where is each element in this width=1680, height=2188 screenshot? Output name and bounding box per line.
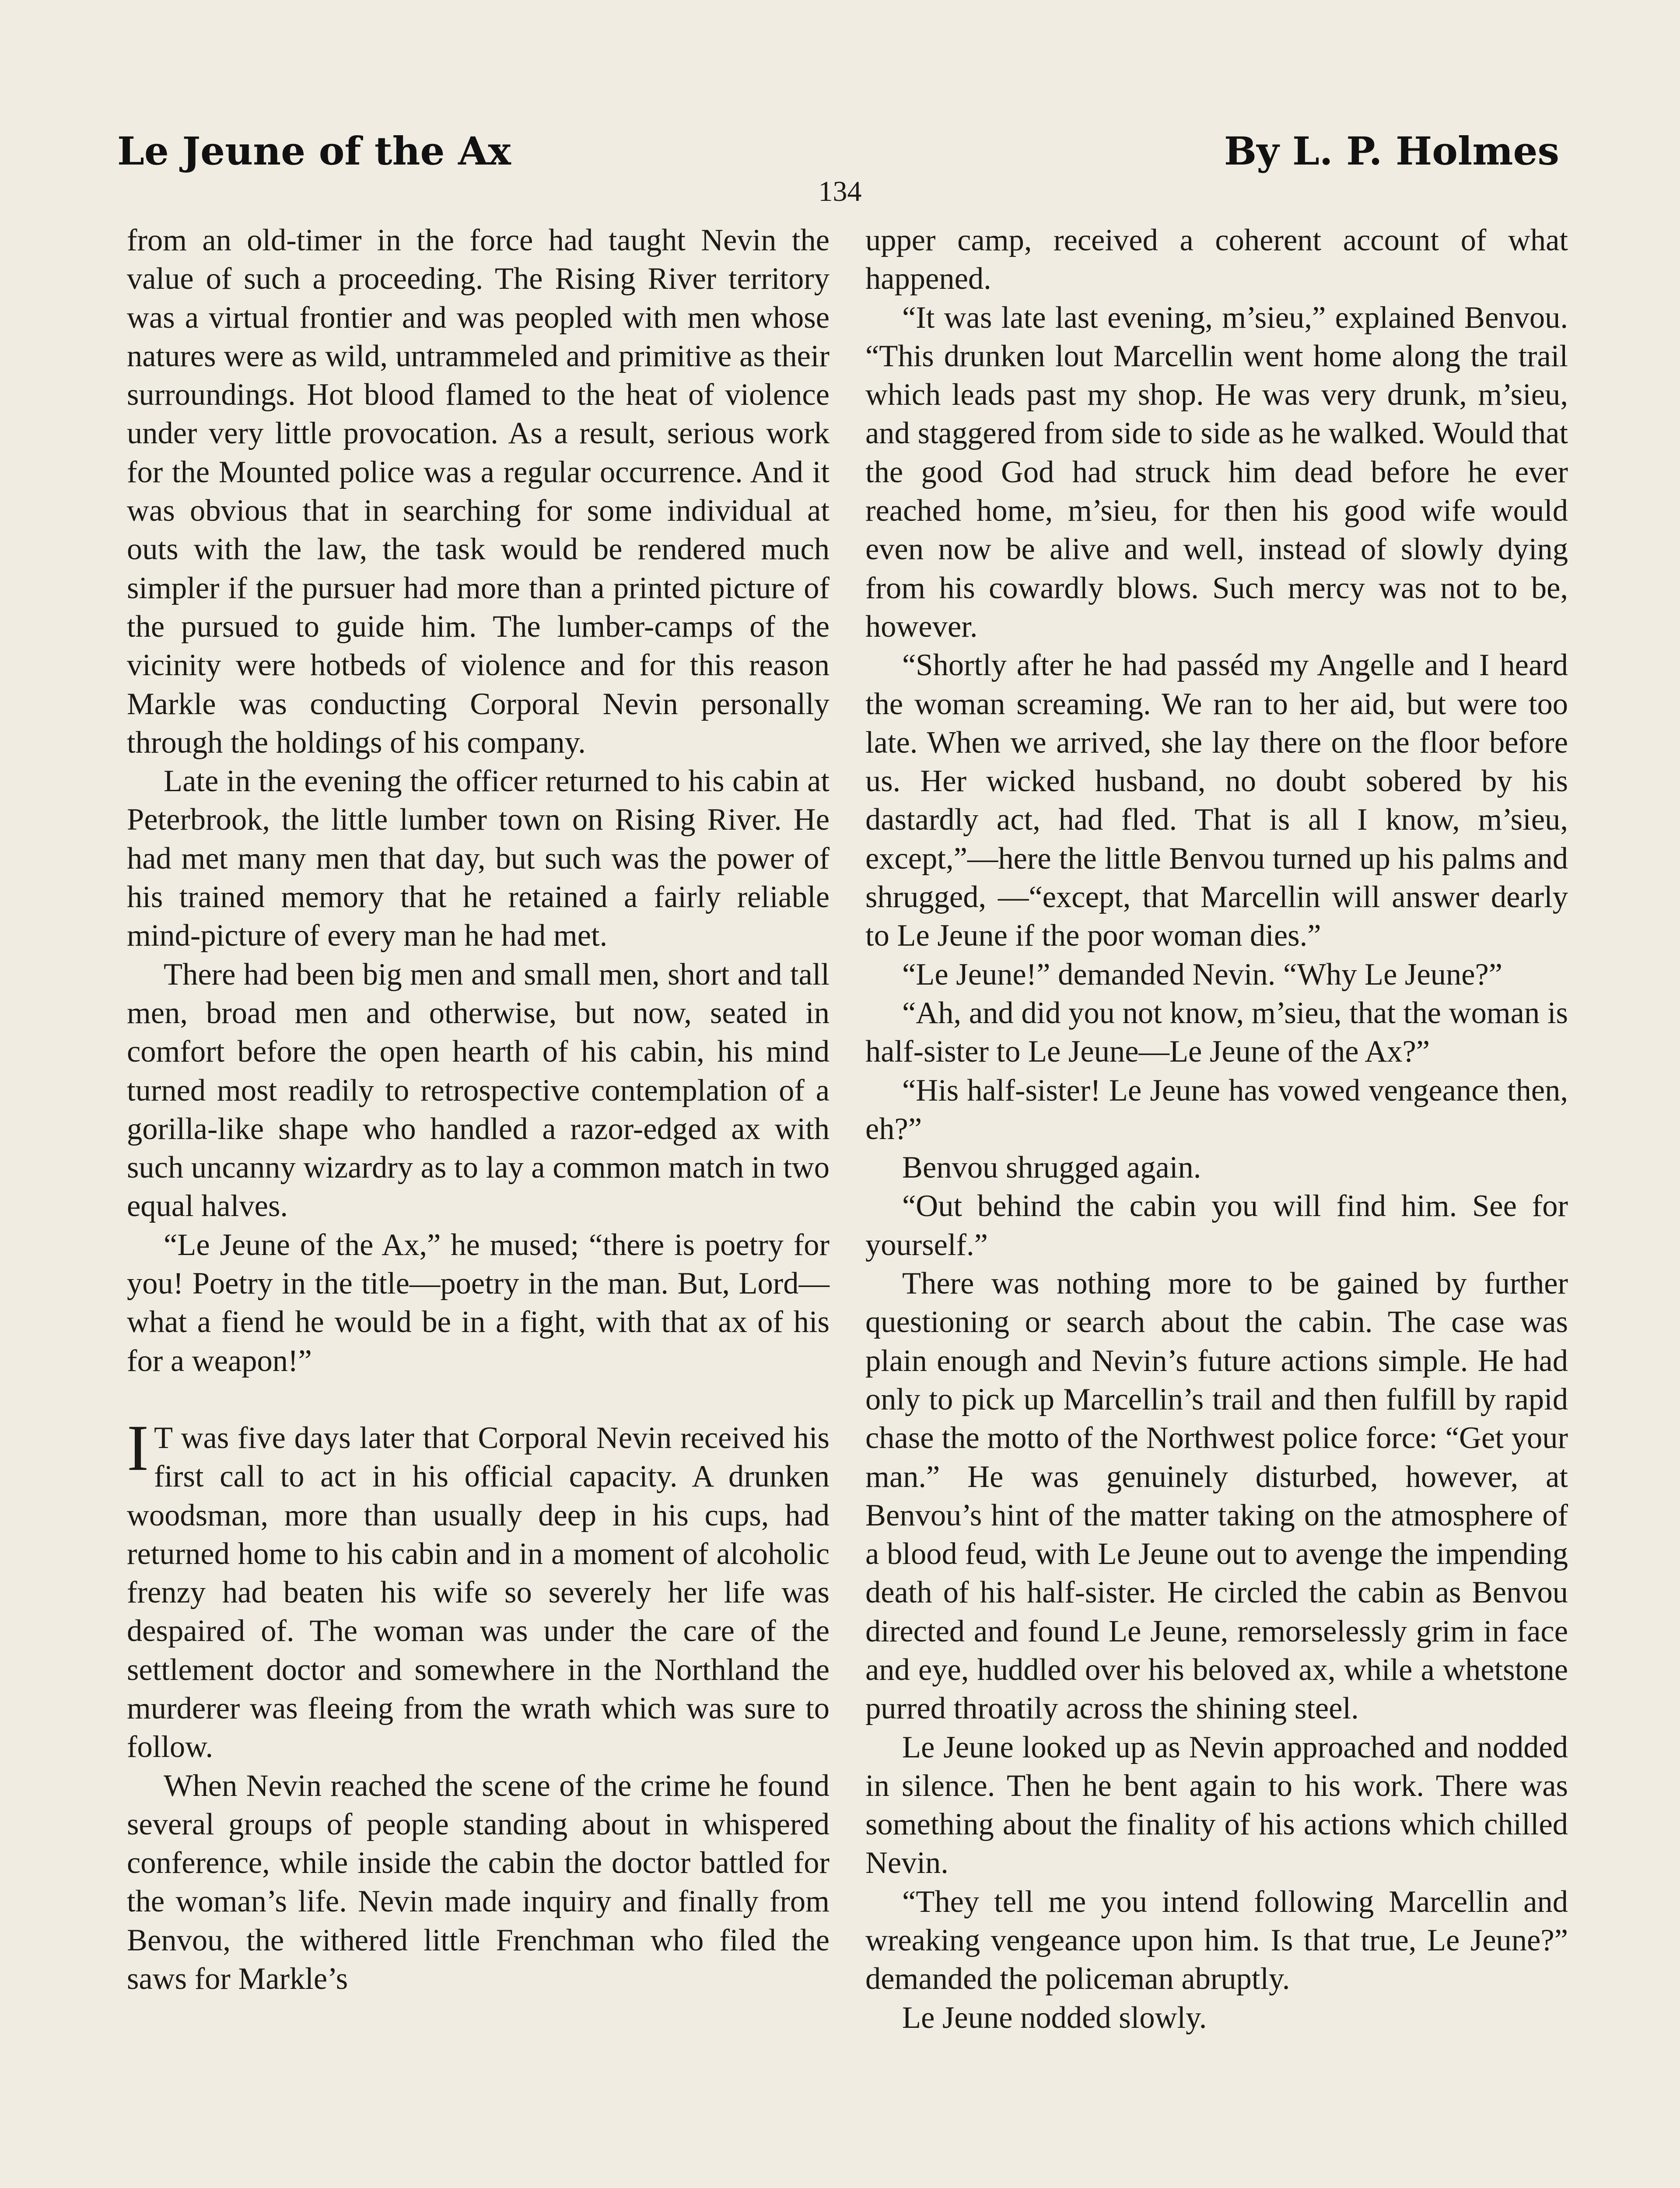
paragraph: Benvou shrugged again. <box>902 1150 1201 1185</box>
paragraph: “Out behind the cabin you will find him. See for yourself.” <box>865 1189 1568 1262</box>
paragraph: “Le Jeune!” demanded Nevin. “Why Le Jeune?” <box>902 957 1503 992</box>
paragraph: There had been big men and small men, short and tall men, broad men and otherwise, but now, seated in comfort before the open hearth of his cabin, his mind turned most readily to retrospective contemplation of a gorilla-like shape who handled a razor-edged ax with such uncanny wizardry as to lay a common match in two equal halves. <box>127 957 830 1224</box>
paragraph: Le Jeune nodded slowly. <box>902 2000 1207 2035</box>
paragraph: “His half-sister! Le Jeune has vowed vengeance then, eh?” <box>865 1073 1568 1146</box>
story-author: By L. P. Holmes <box>1224 128 1559 174</box>
drop-cap: I <box>127 1411 149 1484</box>
page-number: 134 <box>818 175 862 207</box>
paragraph: from an old-timer in the force had taught Nevin the value of such a proceeding. The Rising River territory was a virtual frontier and was peopled with men whose natures were as wild, untrammeled and primitive as their surroundings. Hot blood flamed to the heat of violence under very little provocation. As a result, serious work for the Mounted police was a regular occurrence. And it was obvious that in searching for some individual at outs with the law, the task would be rendered much simpler if the pursuer had more than a printed picture of the pursued to guide him. The lumber-camps of the vicinity were hotbeds of violence and for this reason Markle was conducting Corporal Nevin personally through the holdings of his company. <box>127 223 830 760</box>
paragraph: When Nevin reached the scene of the crime he found several groups of people standing about in whispered conference, while inside the cabin the doctor battled for the woman’s life. Nevin made inquiry and finally from Benvou, the withered little Frenchman who filed the saws for Markle’s <box>127 1768 830 1996</box>
paragraph: “Ah, and did you not know, m’sieu, that the woman is half-sister to Le Jeune—Le Jeune of the Ax?” <box>865 996 1568 1069</box>
paragraph: “Le Jeune of the Ax,” he mused; “there is poetry for you! Poetry in the title—poetry in the man. But, Lord—what a fiend he would be in a fight, with that ax of his for a weapon!” <box>127 1227 830 1378</box>
section-opening-paragraph <box>127 1411 830 1767</box>
right-column <box>865 221 1568 2037</box>
paragraph-text: T was five days later that Corporal Nevin received his first call to act in his official capacity. A drunken woodsman, more than usually deep in his cups, had returned home to his cabin and in a moment of alcoholic frenzy had beaten his wife so severely her life was despaired of. The woman was under the care of the settlement doctor and somewhere in the Northland the murderer was fleeing from the wrath which was sure to follow. <box>127 1420 830 1764</box>
paragraph: Le Jeune looked up as Nevin approached and nodded in silence. Then he bent again to his work. There was something about the finality of his actions which chilled Nevin. <box>865 1730 1568 1880</box>
paragraph: upper camp, received a coherent account of what happened. <box>865 223 1568 296</box>
left-column <box>127 221 830 1998</box>
paragraph: There was nothing more to be gained by further questioning or search about the cabin. The case was plain enough and Nevin’s future actions simple. He had only to pick up Marcellin’s trail and then fulfill by rapid chase the motto of the Northwest police force: “Get your man.” He was genuinely disturbed, however, at Benvou’s hint of the matter taking on the atmosphere of a blood feud, with Le Jeune out to avenge the impending death of his half-sister. He circled the cabin as Benvou directed and found Le Jeune, remorselessly grim in face and eye, huddled over his beloved ax, while a whetstone purred throatily across the shining steel. <box>865 1266 1568 1726</box>
paragraph: “Shortly after he had passéd my Angelle and I heard the woman screaming. We ran to her aid, but were too late. When we arrived, she lay there on the floor before us. Her wicked husband, no doubt sobered by his dastardly act, had fled. That is all I know, m’sieu, except,”—here the little Benvou turned up his palms and shrugged, —“except, that Marcellin will answer dearly to Le Jeune if the poor woman dies.” <box>865 648 1568 953</box>
paragraph: “They tell me you intend following Marcellin and wreaking vengeance upon him. Is that true, Le Jeune?” demanded the policeman abruptly. <box>865 1884 1568 1996</box>
paragraph: “It was late last evening, m’sieu,” explained Benvou. “This drunken lout Marcellin went home along the trail which leads past my shop. He was very drunk, m’sieu, and staggered from side to side as he walked. Would that the good God had struck him dead before he ever reached home, m’sieu, for then his good wife would even now be alive and well, instead of slowly dying from his cowardly blows. Such mercy was not to be, however. <box>865 300 1568 644</box>
paragraph: Late in the evening the officer returned to his cabin at Peterbrook, the little lumber town on Rising River. He had met many men that day, but such was the power of his trained memory that he retained a fairly reliable mind-picture of every man he had met. <box>127 764 830 953</box>
story-title: Le Jeune of the Ax <box>117 128 511 174</box>
